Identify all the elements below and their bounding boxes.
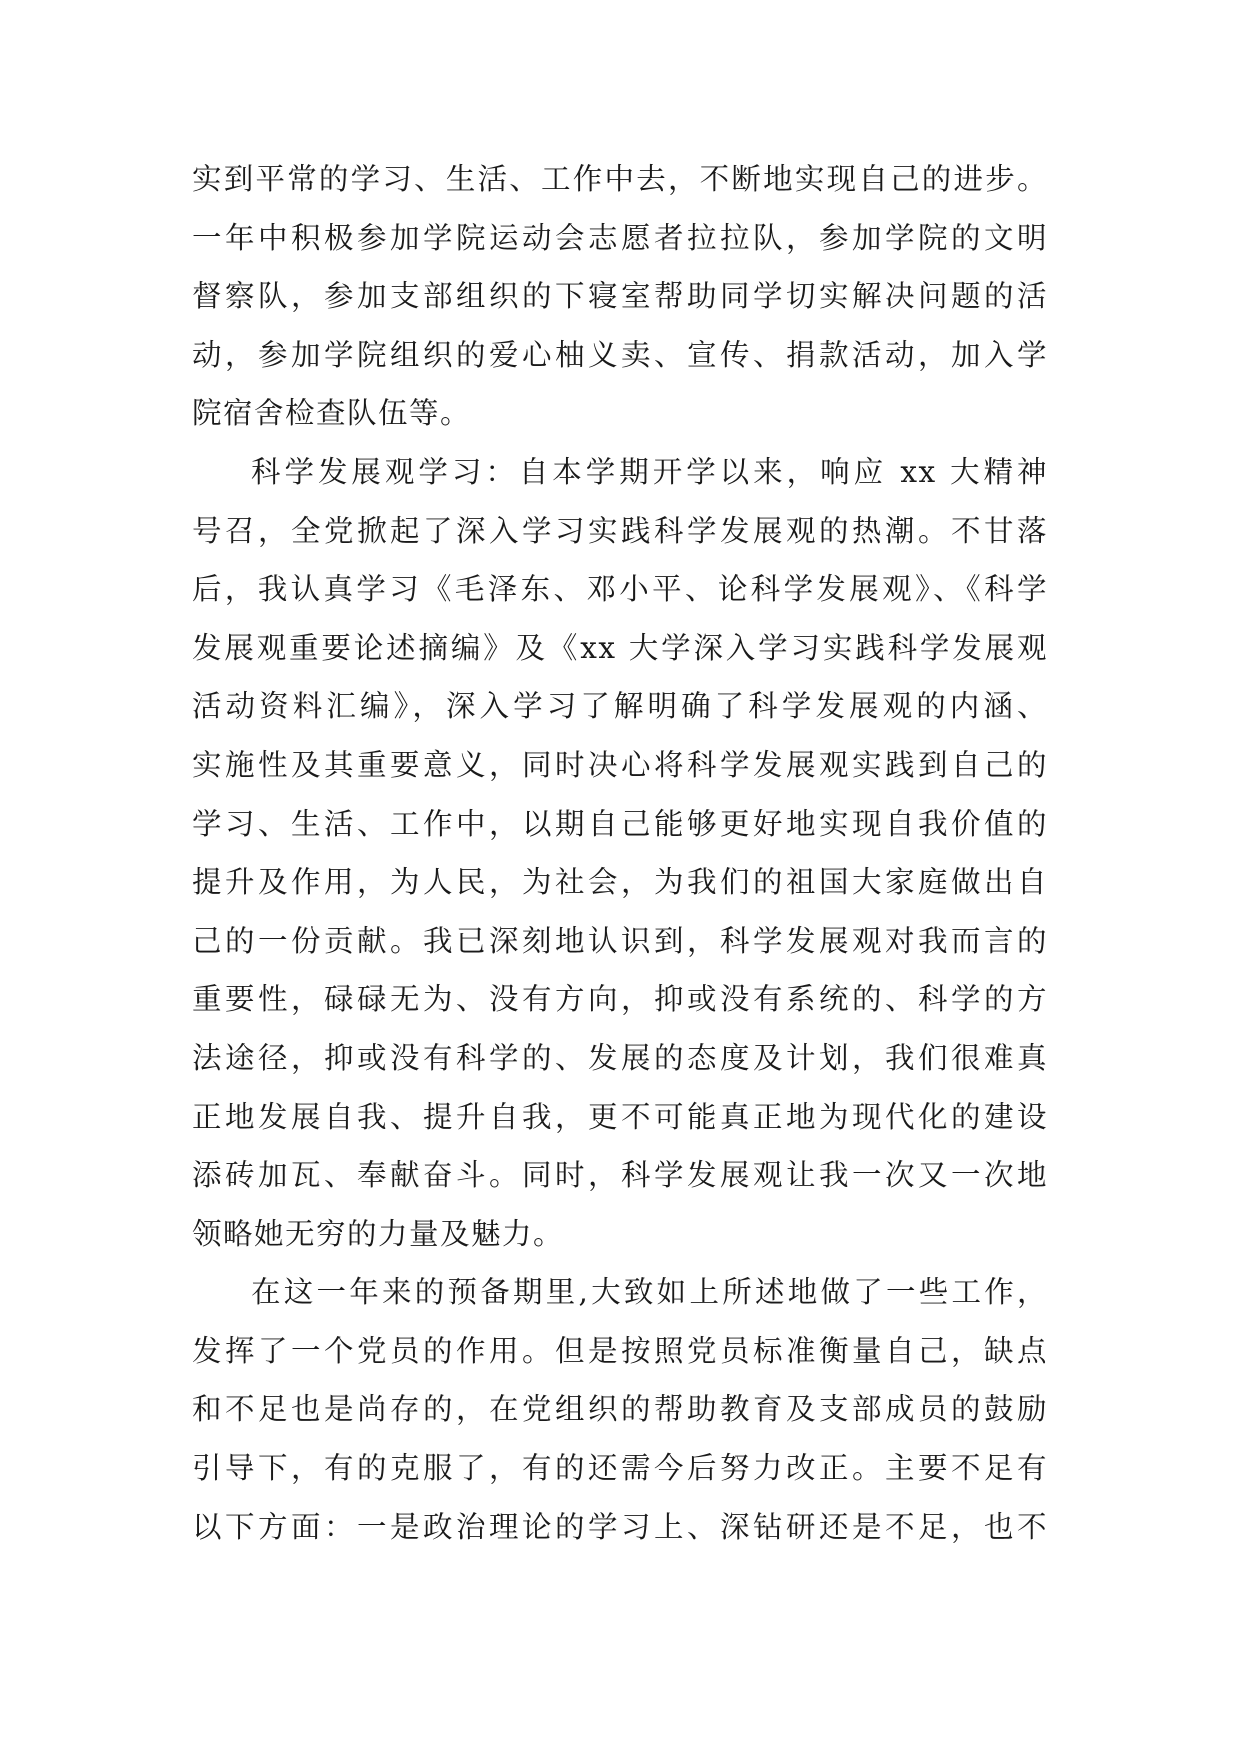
text-line: 提升及作用，为人民，为社会，为我们的祖国大家庭做出自: [192, 865, 1048, 900]
text-line: 己的一份贡献。我已深刻地认识到，科学发展观对我而言的: [192, 923, 1048, 958]
text-line: 正地发展自我、提升自我，更不可能真正地为现代化的建设: [192, 1099, 1048, 1134]
text-line: 引导下，有的克服了，有的还需今后努力改正。主要不足有: [192, 1451, 1048, 1486]
text-line: 督察队，参加支部组织的下寝室帮助同学切实解决问题的活: [192, 279, 1048, 314]
text-line: 后，我认真学习《毛泽东、邓小平、论科学发展观》、《科学: [192, 572, 1048, 607]
text-line: 科学发展观学习：自本学期开学以来，响应 xx 大精神: [251, 454, 1048, 489]
text-line: 重要性，碌碌无为、没有方向，抑或没有系统的、科学的方: [192, 982, 1048, 1017]
text-line: 发展观重要论述摘编》及《xx 大学深入学习实践科学发展观: [192, 630, 1048, 665]
document-body: [192, 150, 1048, 1556]
text-line: 实到平常的学习、生活、工作中去，不断地实现自己的进步。: [192, 162, 1048, 196]
text-line: 和不足也是尚存的，在党组织的帮助教育及支部成员的鼓励: [192, 1392, 1048, 1427]
text-line: 一年中积极参加学院运动会志愿者拉拉队，参加学院的文明: [192, 220, 1048, 255]
text-line: 实施性及其重要意义，同时决心将科学发展观实践到自己的: [192, 747, 1048, 782]
paragraph-scientific-development: [192, 443, 1048, 1263]
text-line: 学习、生活、工作中，以期自己能够更好地实现自我价值的: [192, 806, 1048, 841]
text-line: 动，参加学院组织的爱心柚义卖、宣传、捐款活动，加入学: [192, 337, 1048, 372]
text-line: 院宿舍检查队伍等。: [192, 396, 472, 431]
text-line: 领略她无穷的力量及魅力。: [192, 1216, 565, 1251]
paragraph-activities: [192, 150, 1048, 443]
text-line: 在这一年来的预备期里,大致如上所述地做了一些工作，: [251, 1275, 1048, 1310]
text-line: 号召，全党掀起了深入学习实践科学发展观的热潮。不甘落: [192, 513, 1048, 548]
text-line: 发挥了一个党员的作用。但是按照党员标准衡量自己，缺点: [192, 1333, 1048, 1368]
text-line: 添砖加瓦、奉献奋斗。同时，科学发展观让我一次又一次地: [192, 1158, 1048, 1193]
text-line: 以下方面：一是政治理论的学习上、深钻研还是不足，也不: [192, 1509, 1048, 1544]
text-line: 活动资料汇编》，深入学习了解明确了科学发展观的内涵、: [192, 689, 1048, 724]
text-line: 法途径，抑或没有科学的、发展的态度及计划，我们很难真: [192, 1040, 1048, 1075]
paragraph-probation-summary: [192, 1263, 1048, 1556]
